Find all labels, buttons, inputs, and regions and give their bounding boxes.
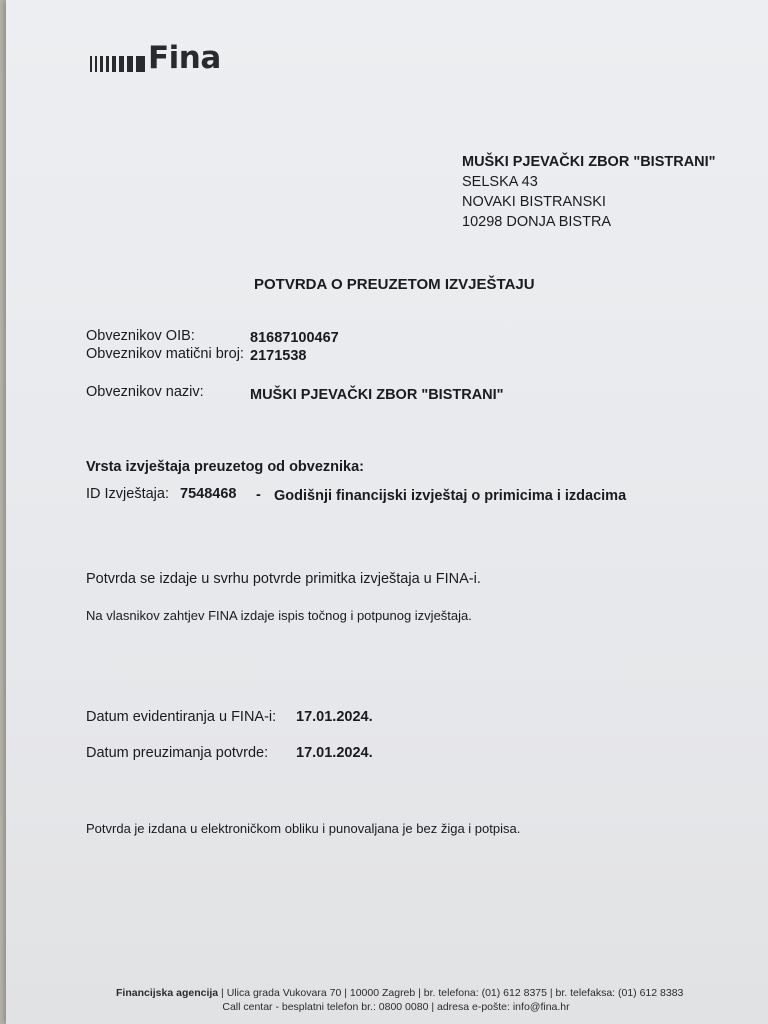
report-type: Godišnji financijski izvještaj o primicima i izdacima <box>274 488 627 504</box>
naziv-label: Obveznikov naziv: <box>86 384 204 400</box>
oib-label: Obveznikov OIB: <box>86 328 195 344</box>
footer-contact: | Ulica grada Vukovara 70 | 10000 Zagreb | br. telefona: (01) 612 8375 | br. telefaksa: (01) 612 8383 <box>218 987 684 999</box>
evid-date-value: 17.01.2024. <box>296 709 373 725</box>
preuz-date-value: 17.01.2024. <box>296 745 373 761</box>
footer-line-2: Call centar - besplatni telefon br.: 0800 0080 | adresa e-pošte: info@fina.hr <box>222 1001 570 1013</box>
recipient-postal: 10298 DONJA BISTRA <box>462 214 612 230</box>
document-title: POTVRDA O PREUZETOM IZVJEŠTAJU <box>254 276 535 293</box>
recipient-place: NOVAKI BISTRANSKI <box>462 194 606 210</box>
preuz-date-label: Datum preuzimanja potvrde: <box>86 745 269 761</box>
recipient-name: MUŠKI PJEVAČKI ZBOR "BISTRANI" <box>462 154 716 170</box>
validity-note: Potvrda je izdana u elektroničkom obliku i punovaljana je bez žiga i potpisa. <box>86 821 521 836</box>
naziv-value: MUŠKI PJEVAČKI ZBOR "BISTRANI" <box>250 387 504 403</box>
footer-agency: Financijska agencija <box>116 987 219 999</box>
logo-text: Fina <box>148 40 221 76</box>
mb-label: Obveznikov matični broj: <box>86 346 244 362</box>
report-id-value: 7548468 <box>180 486 237 502</box>
mb-value: 2171538 <box>250 348 307 364</box>
oib-value: 81687100467 <box>250 330 339 346</box>
document-page <box>6 0 768 1024</box>
purpose-note: Potvrda se izdaje u svrhu potvrde primitka izvještaja u FINA-i. <box>86 571 481 587</box>
report-id-label: ID Izvještaja: <box>86 486 169 502</box>
footer-line-1 <box>116 986 684 1000</box>
evid-date-label: Datum evidentiranja u FINA-i: <box>86 709 277 725</box>
request-note: Na vlasnikov zahtjev FINA izdaje ispis točnog i potpunog izvještaja. <box>86 608 472 623</box>
recipient-street: SELSKA 43 <box>462 174 538 190</box>
report-heading: Vrsta izvještaja preuzetog od obveznika: <box>86 459 364 475</box>
report-dash: - <box>256 487 261 503</box>
